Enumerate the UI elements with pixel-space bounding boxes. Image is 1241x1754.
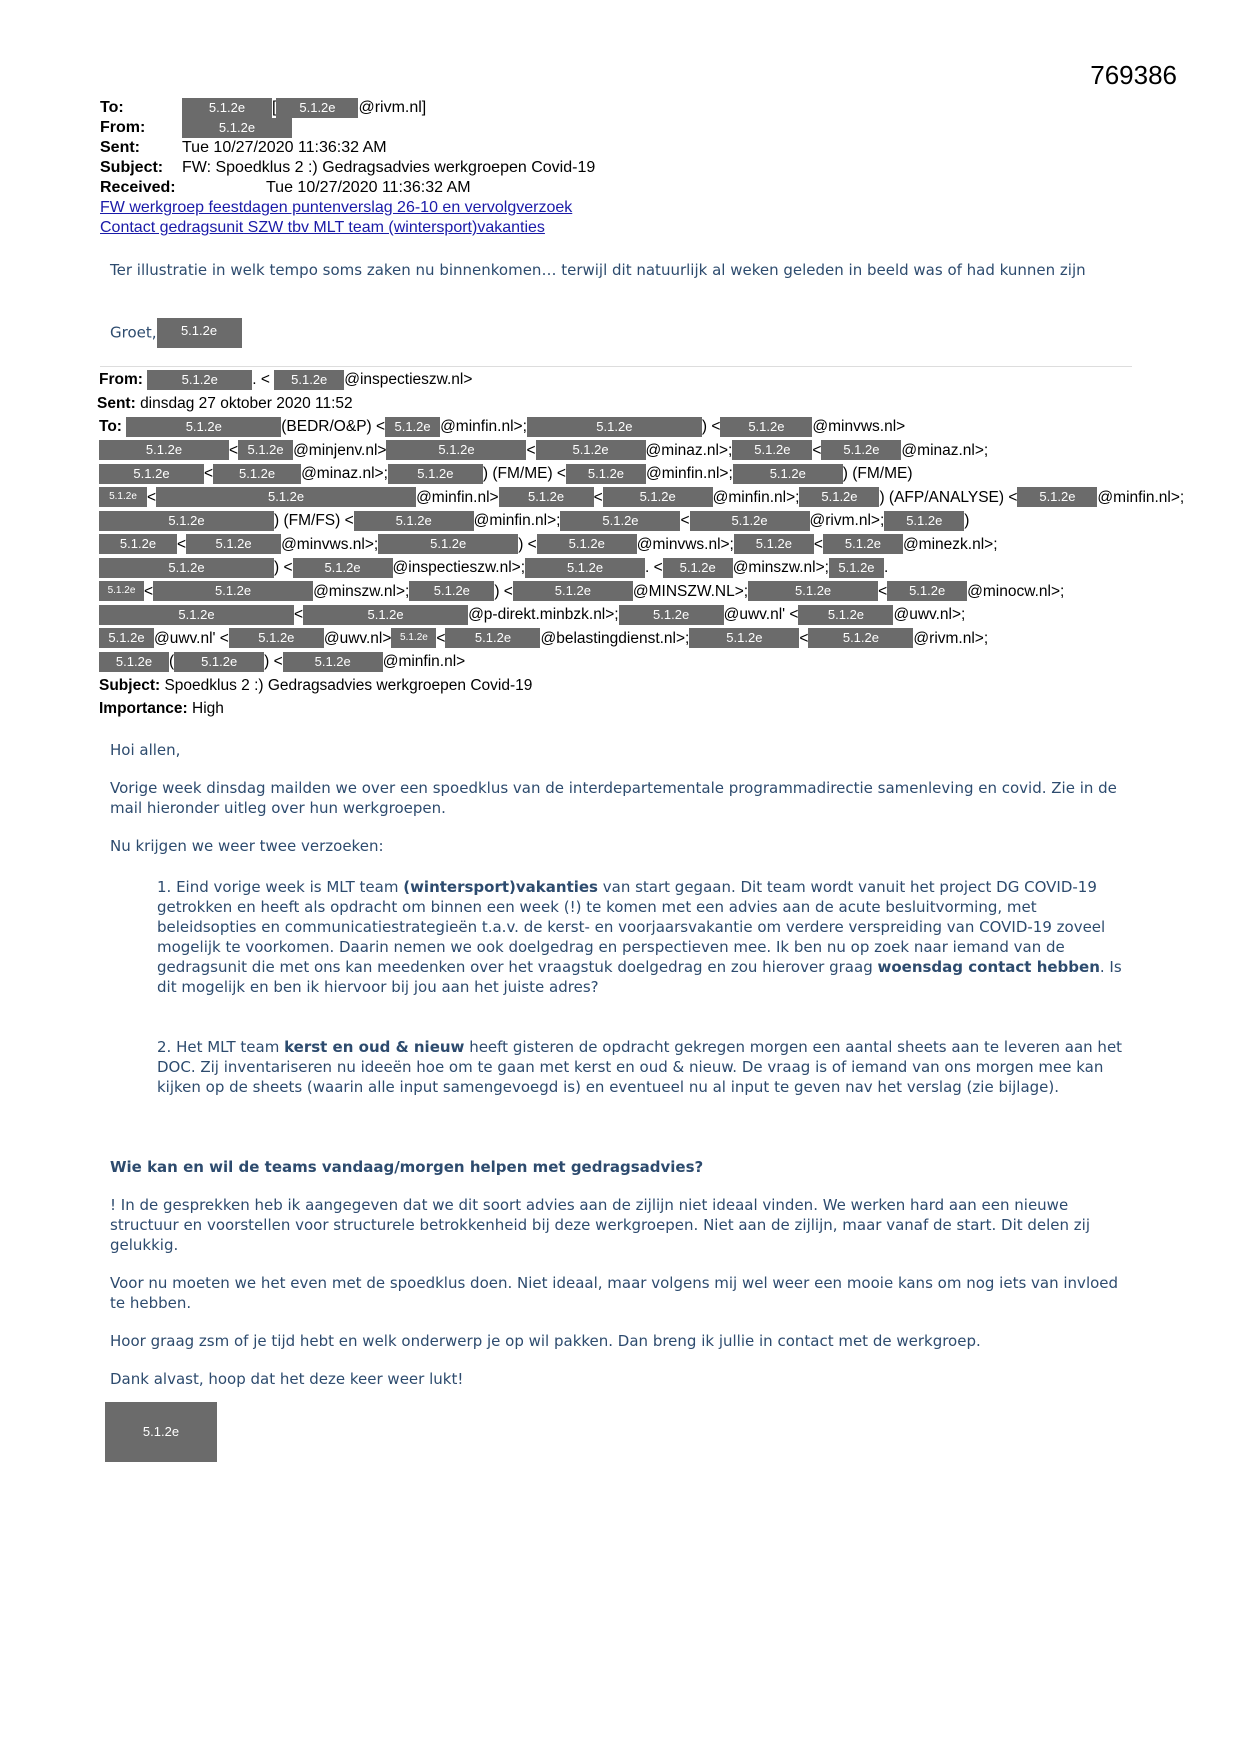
attachment-link[interactable]: Contact gedragsunit SZW tbv MLT team (wintersport)vakanties bbox=[100, 219, 545, 236]
recipient-domain: ) (FM/ME) < bbox=[482, 465, 566, 482]
recipient-domain: @minvws.nl>; bbox=[281, 535, 379, 553]
redaction-box: 5.1.2e bbox=[734, 534, 814, 554]
fwd-to-line bbox=[99, 462, 1139, 486]
redaction-box: 5.1.2e bbox=[126, 417, 281, 437]
redaction-box: 5.1.2e bbox=[537, 534, 637, 554]
redaction-box: 5.1.2e bbox=[689, 628, 799, 648]
redaction-box: 5.1.2e bbox=[808, 628, 913, 648]
recipient-domain: @minfin.nl>; bbox=[645, 465, 733, 482]
fwd-to-line bbox=[99, 650, 1139, 674]
redaction-box: 5.1.2e bbox=[391, 628, 436, 648]
header-received: Received: Tue 10/27/2020 11:36:32 AM bbox=[100, 179, 471, 196]
recipient-domain: < bbox=[526, 441, 536, 459]
fwd-to-line bbox=[99, 603, 1139, 627]
recipient-domain: (BEDR/O&P) < bbox=[281, 418, 386, 435]
redaction-box: 5.1.2e bbox=[99, 581, 144, 601]
redaction-box: 5.1.2e bbox=[99, 605, 294, 625]
redaction-box: 5.1.2e bbox=[566, 464, 646, 484]
redaction-box: 5.1.2e bbox=[283, 652, 383, 672]
fwd-to-line bbox=[99, 556, 1139, 580]
recipient-domain: . bbox=[883, 559, 889, 576]
recipient-domain: @uwv.nl' < bbox=[154, 629, 229, 647]
redaction-box: 5.1.2e bbox=[690, 511, 810, 531]
header-from: From: 5.1.2e bbox=[100, 118, 595, 138]
recipient-domain: @minezk.nl>; bbox=[902, 535, 998, 553]
paragraph: Voor nu moeten we het even met de spoedklus doen. Niet ideaal, maar volgens mij wel weer een mooie kans om nog iets van invloed te hebben. bbox=[110, 1274, 1119, 1312]
recipient-domain: < bbox=[294, 606, 304, 623]
recipient-domain: ) (FM/FS) < bbox=[274, 512, 354, 529]
recipient-domain: < bbox=[204, 465, 214, 482]
email-body bbox=[110, 740, 1120, 856]
redaction-box: 5.1.2e bbox=[156, 487, 416, 507]
redaction-box: 5.1.2e bbox=[560, 511, 680, 531]
email-body-2 bbox=[110, 1157, 1120, 1389]
recipient-domain: @minfin.nl>; bbox=[473, 512, 561, 529]
redaction-box: 5.1.2e bbox=[213, 464, 301, 484]
groet-line: Groet, 5.1.2e bbox=[110, 318, 242, 348]
fwd-to-line bbox=[99, 580, 1139, 604]
email-header bbox=[100, 98, 595, 238]
recipient-domain: @minvws.nl>; bbox=[636, 535, 734, 553]
redaction-box: 5.1.2e bbox=[99, 464, 204, 484]
recipient-domain: @minszw.nl>; bbox=[313, 582, 410, 600]
fwd-importance: Importance: High bbox=[99, 700, 224, 717]
redaction-box: 5.1.2e bbox=[619, 605, 724, 625]
recipient-domain: ) < bbox=[494, 582, 513, 600]
recipient-domain: ) (FM/ME) bbox=[842, 465, 913, 482]
recipient-domain: @uwv.nl' < bbox=[723, 606, 799, 623]
redaction-box: 5.1.2e bbox=[385, 417, 440, 437]
list-item-2: 2. Het MLT team kerst en oud & nieuw heeft gisteren de opdracht gekregen morgen een aantal sheets aan te leveren aan het DOC. Zij inventariseren nu ideeën hoe om te gaan met kerst en oud & nieuw. De vraag is of iemand van ons morgen mee kan kijken op de sheets (waarin alle input samengevoegd is) en eventueel nu al input te geven nav het verslag (zie bijlage). bbox=[157, 1038, 1123, 1096]
redaction-box: 5.1.2e bbox=[105, 1402, 217, 1462]
redaction-box: 5.1.2e bbox=[99, 628, 154, 648]
header-to: To: 5.1.2e [ 5.1.2e @rivm.nl] bbox=[100, 99, 427, 117]
fwd-to-line bbox=[99, 533, 1139, 557]
recipient-domain: @minjenv.nl> bbox=[293, 441, 387, 459]
recipient-domain: ( bbox=[169, 653, 175, 670]
recipient-domain: @minocw.nl>; bbox=[967, 582, 1065, 600]
recipient-domain: @minszw.nl>; bbox=[732, 559, 829, 576]
recipient-domain: @minfin.nl>; bbox=[440, 418, 527, 435]
redaction-box: 5.1.2e bbox=[182, 118, 292, 138]
redaction-box: 5.1.2e bbox=[147, 370, 252, 390]
fwd-to-line bbox=[99, 627, 1139, 651]
recipient-domain: < bbox=[813, 535, 823, 553]
recipient-domain: @minfin.nl>; bbox=[1097, 488, 1185, 506]
fwd-to-line bbox=[99, 415, 1139, 439]
recipient-domain: @minvws.nl> bbox=[812, 418, 906, 435]
recipient-domain: < bbox=[436, 629, 446, 647]
redaction-box: 5.1.2e bbox=[99, 534, 177, 554]
redaction-box: 5.1.2e bbox=[798, 605, 893, 625]
redaction-box: 5.1.2e bbox=[388, 464, 483, 484]
recipient-domain: @inspectieszw.nl>; bbox=[392, 559, 526, 576]
redaction-box: 5.1.2e bbox=[887, 581, 967, 601]
forwarded-header bbox=[97, 368, 1185, 721]
redaction-box: 5.1.2e bbox=[733, 464, 843, 484]
recipient-domain: @rivm.nl>; bbox=[809, 512, 885, 529]
recipient-domain: @minfin.nl>; bbox=[712, 488, 800, 506]
recipient-domain: ) < bbox=[518, 535, 537, 553]
recipient-domain: < bbox=[229, 441, 239, 459]
fwd-subject: Subject: Spoedklus 2 :) Gedragsadvies werkgroepen Covid-19 bbox=[99, 676, 533, 694]
redaction-box: 5.1.2e bbox=[1017, 487, 1097, 507]
recipient-domain: ) (AFP/ANALYSE) < bbox=[879, 488, 1018, 506]
recipient-domain: ) < bbox=[701, 418, 721, 435]
redaction-box: 5.1.2e bbox=[386, 440, 526, 460]
recipient-domain: @minaz.nl>; bbox=[301, 465, 388, 482]
document-number: 769386 bbox=[1090, 60, 1177, 90]
redaction-box: 5.1.2e bbox=[513, 581, 633, 601]
separator bbox=[100, 366, 1132, 367]
redaction-box: 5.1.2e bbox=[99, 652, 169, 672]
redaction-box: 5.1.2e bbox=[276, 98, 358, 118]
recipient-domain: ) < bbox=[274, 559, 293, 576]
redaction-box: 5.1.2e bbox=[884, 511, 964, 531]
redaction-box: 5.1.2e bbox=[99, 440, 229, 460]
redaction-box: 5.1.2e bbox=[536, 440, 646, 460]
list-item-1: 1. Eind vorige week is MLT team (wintersport)vakanties van start gegaan. Dit team wordt vanuit het project DG COVID-19 getrokken en heeft als opdracht om binnen een week (!) te komen met een advies aan de acute besluitvorming, met beleidsopties en communicatiestrategieën t.a.v. de kerst- en voorjaarsvakantie om verdere verspreiding van COVID-19 zoveel mogelijk te voorkomen. Daarin nemen we ook doelgedrag en perspectieven mee. Ik ben nu op zoek naar iemand van de gedragsunit die met ons kan meedenken over het vraagstuk doelgedrag en zou hierover graag woensdag contact hebben. Is dit mogelijk en ben ik hiervoor bij jou aan het juiste adres? bbox=[157, 878, 1122, 996]
header-sent: Sent: Tue 10/27/2020 11:36:32 AM bbox=[100, 139, 387, 156]
question-heading: Wie kan en wil de teams vandaag/morgen helpen met gedragsadvies? bbox=[110, 1158, 704, 1176]
recipient-domain: ) < bbox=[264, 653, 283, 670]
recipient-domain: < bbox=[680, 512, 690, 529]
recipient-domain: < bbox=[147, 488, 157, 506]
recipient-domain: @MINSZW.NL>; bbox=[632, 582, 749, 600]
recipient-domain: < bbox=[144, 582, 154, 600]
recipient-domain: @minfin.nl> bbox=[382, 653, 466, 670]
recipient-domain: < bbox=[799, 629, 809, 647]
recipient-domain: . < bbox=[645, 559, 663, 576]
fwd-to-line bbox=[99, 509, 1139, 533]
paragraph: ! In de gesprekken heb ik aangegeven dat we dit soort advies aan de zijlijn niet ideaal vinden. We werken hard aan een nieuwe structuur en voorstellen voor structurele betrokkenheid bij deze werkgroepen. Niet aan de zijlijn, maar vanaf de start. Dit delen zij gelukkig. bbox=[110, 1196, 1091, 1254]
paragraph: Dank alvast, hoop dat het deze keer weer lukt! bbox=[110, 1370, 464, 1388]
redaction-box: 5.1.2e bbox=[663, 558, 733, 578]
paragraph: Hoor graag zsm of je tijd hebt en welk onderwerp je op wil pakken. Dan breng ik jullie in contact met de werkgroep. bbox=[110, 1332, 981, 1350]
recipient-domain: < bbox=[812, 441, 822, 459]
redaction-box: 5.1.2e bbox=[238, 440, 293, 460]
header-subject: Subject: FW: Spoedklus 2 :) Gedragsadvies werkgroepen Covid-19 bbox=[100, 159, 596, 176]
recipient-domain: @rivm.nl>; bbox=[913, 629, 989, 647]
fwd-sent: Sent: dinsdag 27 oktober 2020 11:52 bbox=[97, 394, 353, 412]
redaction-box: 5.1.2e bbox=[99, 558, 274, 578]
fwd-from: From: 5.1.2e . < 5.1.2e @inspectieszw.nl> bbox=[99, 371, 473, 388]
redaction-box: 5.1.2e bbox=[748, 581, 878, 601]
recipient-domain: ) bbox=[964, 512, 970, 529]
redaction-box: 5.1.2e bbox=[229, 628, 324, 648]
redaction-box: 5.1.2e bbox=[99, 487, 147, 507]
greeting: Hoi allen, bbox=[110, 741, 181, 759]
signature-redaction bbox=[105, 1402, 217, 1462]
redaction-box: 5.1.2e bbox=[527, 417, 702, 437]
redaction-box: 5.1.2e bbox=[829, 558, 884, 578]
recipient-domain: @minfin.nl> bbox=[416, 488, 499, 506]
intro-text: Ter illustratie in welk tempo soms zaken nu binnenkomen… terwijl dit natuurlijk al weken geleden in beeld was of had kunnen zijn bbox=[110, 261, 1086, 279]
recipient-domain: @belastingdienst.nl>; bbox=[540, 629, 690, 647]
redaction-box: 5.1.2e bbox=[274, 370, 344, 390]
fwd-to-label: To: bbox=[99, 418, 127, 435]
redaction-box: 5.1.2e bbox=[823, 534, 903, 554]
redaction-box: 5.1.2e bbox=[354, 511, 474, 531]
recipient-domain: < bbox=[593, 488, 603, 506]
recipient-domain: < bbox=[177, 535, 187, 553]
recipient-domain: @minaz.nl>; bbox=[645, 441, 733, 459]
fwd-to-line bbox=[99, 486, 1185, 510]
recipient-domain: < bbox=[878, 582, 888, 600]
redaction-box: 5.1.2e bbox=[720, 417, 812, 437]
redaction-box: 5.1.2e bbox=[821, 440, 901, 460]
redaction-box: 5.1.2e bbox=[732, 440, 812, 460]
redaction-box: 5.1.2e bbox=[157, 318, 242, 348]
redaction-box: 5.1.2e bbox=[182, 98, 272, 118]
redaction-box: 5.1.2e bbox=[378, 534, 518, 554]
redaction-box: 5.1.2e bbox=[293, 558, 393, 578]
redaction-box: 5.1.2e bbox=[603, 487, 713, 507]
recipient-domain: @p-direkt.minbzk.nl>; bbox=[468, 606, 619, 623]
fwd-to-line bbox=[99, 439, 1139, 463]
redaction-box: 5.1.2e bbox=[174, 652, 264, 672]
fwd-to-recipients bbox=[99, 415, 1185, 674]
redaction-box: 5.1.2e bbox=[303, 605, 468, 625]
paragraph: Vorige week dinsdag mailden we over een spoedklus van de interdepartementale programmadirectie samenleving en covid. Zie in de mail hieronder uitleg over hun werkgroepen. bbox=[110, 779, 1117, 817]
recipient-domain: @uwv.nl> bbox=[323, 629, 392, 647]
redaction-box: 5.1.2e bbox=[409, 581, 494, 601]
recipient-domain: @minaz.nl>; bbox=[901, 441, 989, 459]
recipient-domain: @uwv.nl>; bbox=[893, 606, 966, 623]
paragraph: Nu krijgen we weer twee verzoeken: bbox=[110, 837, 384, 855]
redaction-box: 5.1.2e bbox=[525, 558, 645, 578]
redaction-box: 5.1.2e bbox=[445, 628, 540, 648]
redaction-box: 5.1.2e bbox=[499, 487, 594, 507]
redaction-box: 5.1.2e bbox=[186, 534, 281, 554]
redaction-box: 5.1.2e bbox=[799, 487, 879, 507]
redaction-box: 5.1.2e bbox=[153, 581, 313, 601]
attachment-link[interactable]: FW werkgroep feestdagen puntenverslag 26-10 en vervolgverzoek bbox=[100, 199, 573, 216]
redaction-box: 5.1.2e bbox=[99, 511, 274, 531]
